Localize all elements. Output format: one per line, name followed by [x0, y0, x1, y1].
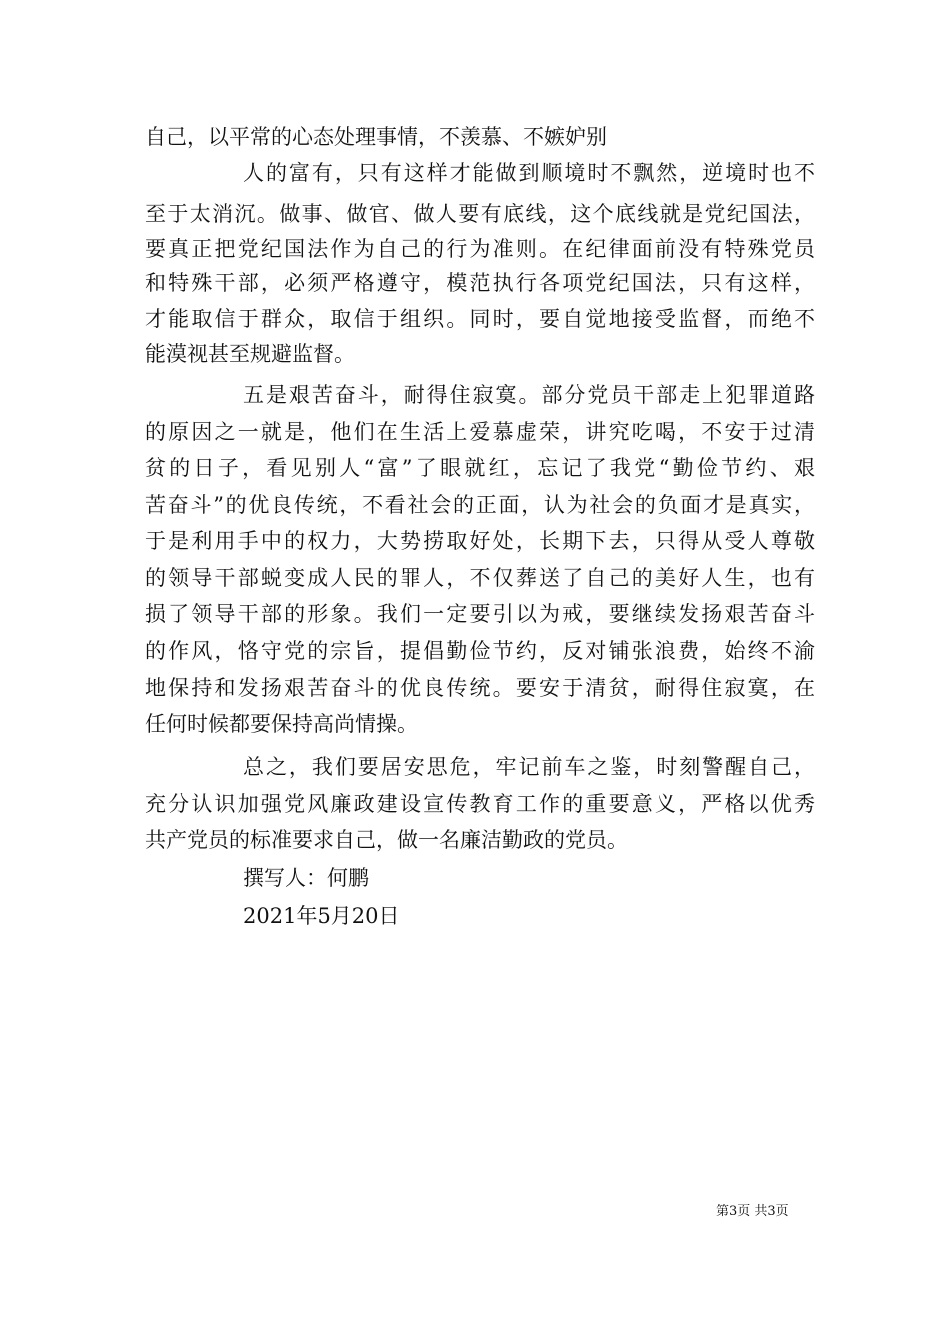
- paragraph-line: 五是艰苦奋斗，耐得住寂寞。部分党员干部走上犯罪道路: [243, 383, 815, 407]
- paragraph-line: 损了领导干部的形象。我们一定要引以为戒，要继续发扬艰苦奋斗: [145, 602, 815, 626]
- paragraph-line: 充分认识加强党风廉政建设宣传教育工作的重要意义，严格以优秀: [145, 792, 815, 816]
- paragraph-line: 要真正把党纪国法作为自己的行为准则。在纪律面前没有特殊党员: [145, 237, 815, 261]
- date-line: 2021年5月20日: [243, 904, 400, 928]
- paragraph-line: 任何时候都要保持高尚情操。: [145, 712, 418, 736]
- paragraph-line: 苦奋斗”的优良传统，不看社会的正面，认为社会的负面才是真实，: [145, 493, 815, 517]
- paragraph-line: 和特殊干部，必须严格遵守，模范执行各项党纪国法，只有这样，: [145, 271, 815, 295]
- paragraph-line: 人的富有，只有这样才能做到顺境时不飘然，逆境时也不: [243, 161, 815, 185]
- paragraph-line: 至于太消沉。做事、做官、做人要有底线，这个底线就是党纪国法，: [145, 202, 815, 226]
- page-number-footer: 第3页 共3页: [716, 1204, 789, 1219]
- paragraph-line: 能漠视甚至规避监督。: [145, 342, 355, 366]
- author-line: 撰写人：何鹏: [243, 866, 369, 890]
- paragraph-line: 的原因之一就是，他们在生活上爱慕虚荣，讲究吃喝，不安于过清: [145, 420, 815, 444]
- paragraph-line: 的领导干部蜕变成人民的罪人，不仅葬送了自己的美好人生，也有: [145, 566, 815, 590]
- paragraph-line: 共产党员的标准要求自己，做一名廉洁勤政的党员。: [145, 828, 628, 852]
- paragraph-line: 贫的日子，看见别人“富”了眼就红，忘记了我党“勤俭节约、艰: [145, 456, 815, 480]
- paragraph-line: 总之，我们要居安思危，牢记前车之鉴，时刻警醒自己，: [243, 755, 815, 779]
- paragraph-line: 地保持和发扬艰苦奋斗的优良传统。要安于清贫，耐得住寂寞，在: [145, 676, 815, 700]
- paragraph-line: 的作风，恪守党的宗旨，提倡勤俭节约，反对铺张浪费，始终不渝: [145, 639, 815, 663]
- paragraph-line: 于是利用手中的权力，大势捞取好处，长期下去，只得从受人尊敬: [145, 529, 815, 553]
- paragraph-line: 自己，以平常的心态处理事情，不羡慕、不嫉妒别: [145, 125, 607, 149]
- paragraph-line: 才能取信于群众，取信于组织。同时，要自觉地接受监督，而绝不: [145, 307, 815, 331]
